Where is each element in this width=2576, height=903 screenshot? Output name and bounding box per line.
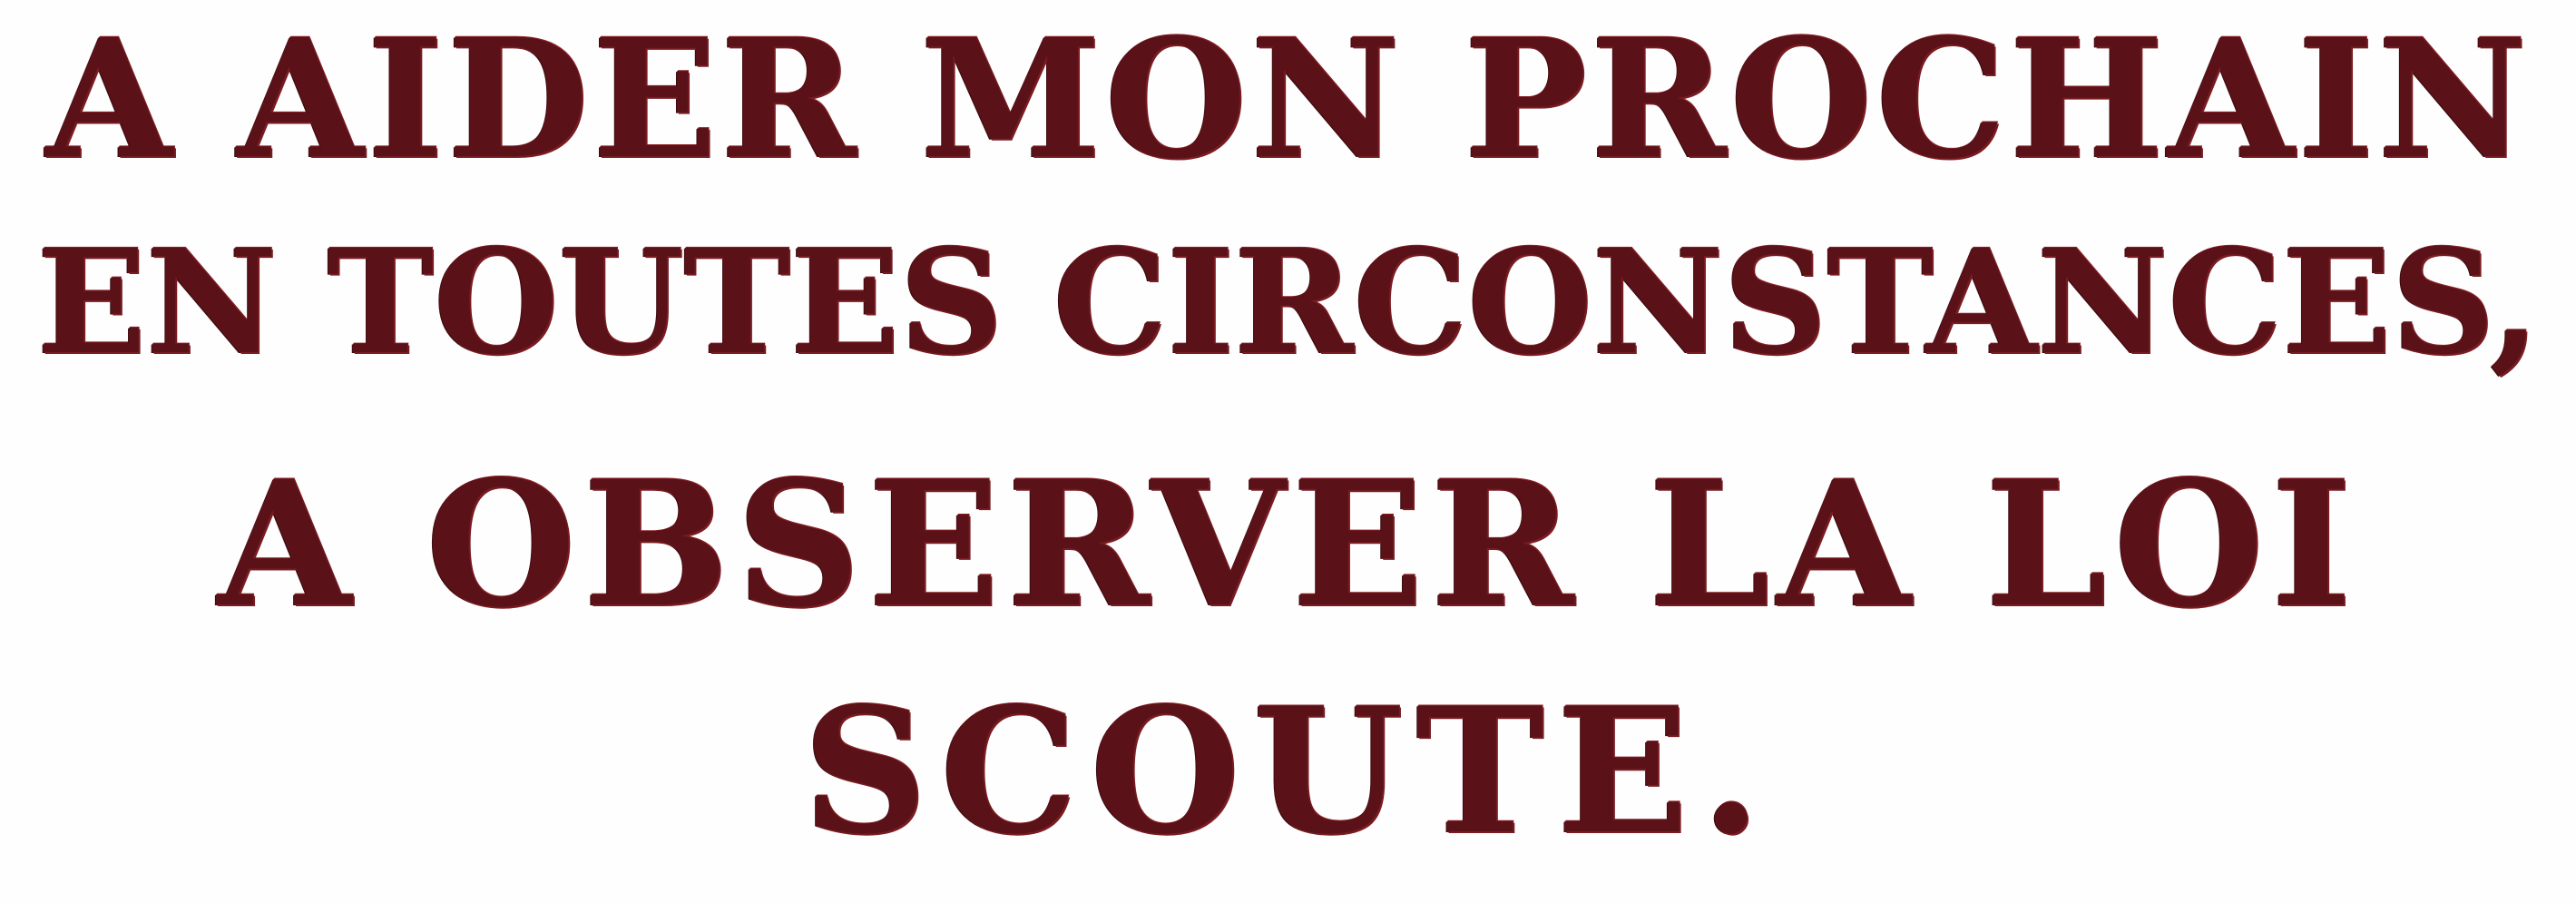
motto-line-1: A AIDER MON PROCHAIN [45,4,2531,195]
motto-line-4: SCOUTE. [802,670,1774,872]
motto-line-3: A OBSERVER LA LOI [217,443,2359,645]
motto-line-2: EN TOUTES CIRCONSTANCES, [36,219,2540,387]
